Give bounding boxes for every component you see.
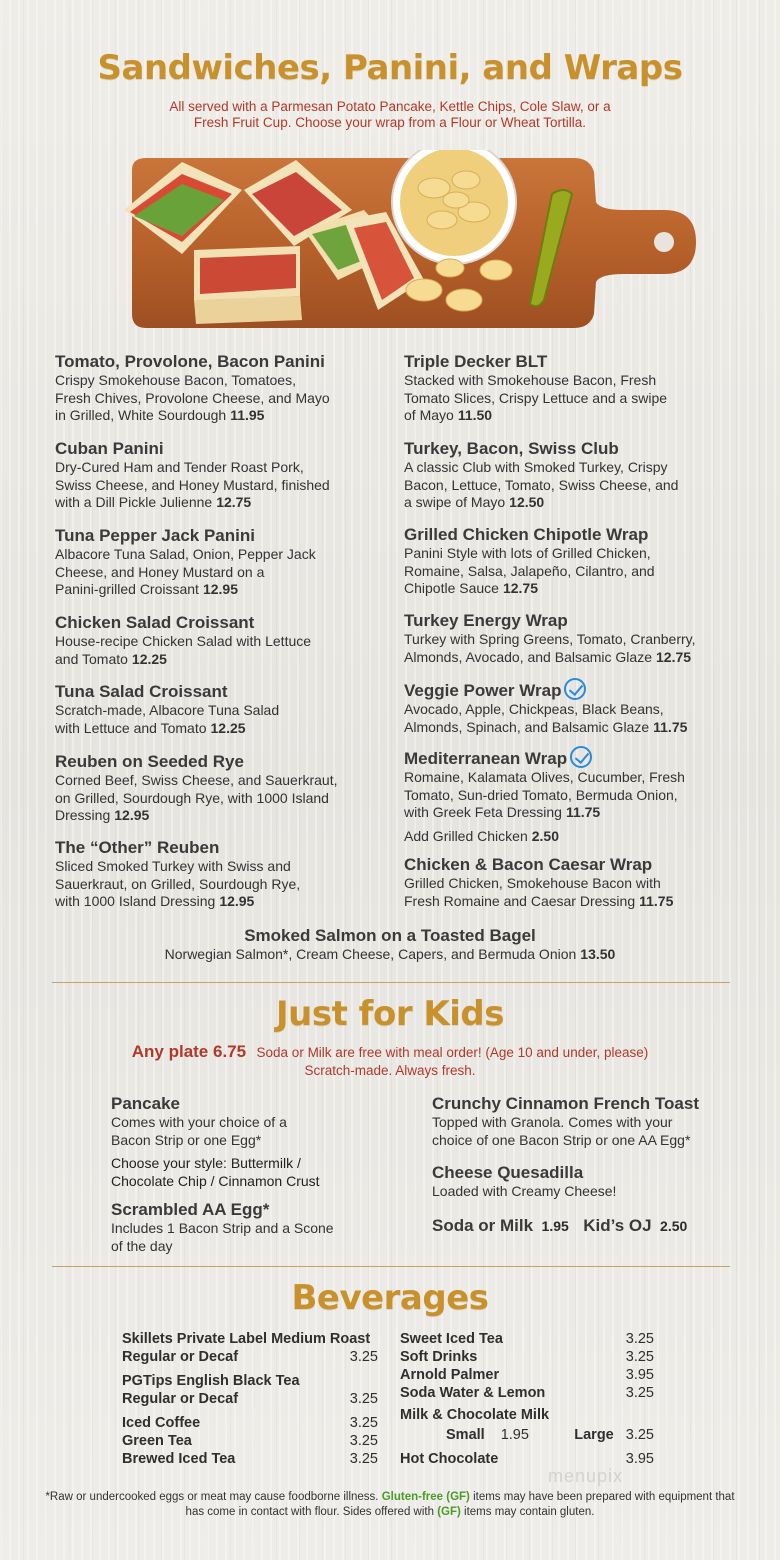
item-price: 11.95 xyxy=(230,407,265,423)
item-name: Mediterranean Wrap xyxy=(404,749,568,768)
beverage-row: Regular or Decaf 3.25 xyxy=(122,1391,378,1407)
section-divider xyxy=(52,1266,730,1267)
item-name: Cheese Quesadilla xyxy=(432,1163,584,1182)
item-desc: Grilled Chicken, Smokehouse Bacon with Fresh Romaine and Caesar Dressing 11.75 xyxy=(404,875,674,909)
item-name: Smoked Salmon on a Toasted Bagel xyxy=(244,926,536,945)
item-desc: Romaine, Kalamata Olives, Cucumber, Fresh Tomato, Sun-dried Tomato, Bermuda Onion, with Greek Feta Dressing 11.75 xyxy=(404,769,685,820)
footnote: *Raw or undercooked eggs or meat may cause foodborne illness. Gluten-free (GF) items may have been prepared with equipment that has come in contact with flour. Sides offered with (GF) items may contain gluten. xyxy=(45,1491,735,1518)
pancake-style: Choose your style: Buttermilk / Chocolate Chip / Cinnamon Crust xyxy=(111,1155,320,1189)
beverage-row: Sweet Iced Tea 3.25 xyxy=(400,1331,654,1347)
item-desc: Stacked with Smokehouse Bacon, Fresh Tomato Slices, Crispy Lettuce and a swipe of Mayo 11.50 xyxy=(404,372,668,423)
menu-item-other-reuben xyxy=(55,838,385,911)
item-name: Crunchy Cinnamon French Toast xyxy=(432,1094,699,1113)
item-desc: Sliced Smoked Turkey with Swiss and Sauerkraut, on Grilled, Sourdough Rye, with 1000 Island Dressing 12.95 xyxy=(55,858,301,909)
item-desc: Norwegian Salmon*, Cream Cheese, Capers, and Bermuda Onion xyxy=(164,946,577,962)
menu-item-turkey-energy-wrap xyxy=(404,611,754,666)
checkmark-circle-icon xyxy=(564,678,586,700)
menu-item-turkey-bacon-swiss-club xyxy=(404,439,744,512)
beverage-row: PGTips English Black Tea xyxy=(122,1373,300,1389)
kids-any-plate-line xyxy=(0,1042,780,1080)
kids-item-quesadilla xyxy=(432,1163,752,1201)
item-name: Pancake xyxy=(111,1094,180,1113)
beverage-row: Arnold Palmer 3.95 xyxy=(400,1367,654,1383)
item-price: 12.25 xyxy=(131,650,167,667)
item-desc: Scratch-made, Albacore Tuna Salad with Lettuce and Tomato 12.25 xyxy=(55,702,280,736)
kids-any-plate: Any plate 6.75 xyxy=(131,1042,247,1061)
item-desc: Comes with your choice of a Bacon Strip or one Egg* xyxy=(111,1114,287,1148)
item-desc: Corned Beef, Swiss Cheese, and Sauerkraut, on Grilled, Sourdough Rye, with 1000 Island Dressing 12.95 xyxy=(55,772,338,823)
item-name: Turkey, Bacon, Swiss Club xyxy=(404,439,619,458)
kids-drinks xyxy=(432,1216,752,1236)
menu-item-triple-decker-blt xyxy=(404,352,744,425)
item-name: Veggie Power Wrap xyxy=(404,681,562,700)
checkmark-circle-icon xyxy=(570,746,592,768)
beverage-row: Regular or Decaf 3.25 xyxy=(122,1349,378,1365)
item-desc: Dry-Cured Ham and Tender Roast Pork, Swiss Cheese, and Honey Mustard, finished with a Dill Pickle Julienne 12.75 xyxy=(55,459,330,510)
beverages-title: Beverages xyxy=(291,1278,489,1318)
item-desc: House-recipe Chicken Salad with Lettuce and Tomato 12.25 xyxy=(55,633,312,667)
kids-note2: Scratch-made. Always fresh. xyxy=(304,1063,476,1078)
item-price: 12.25 xyxy=(210,719,246,736)
item-desc: Avocado, Apple, Chickpeas, Black Beans, Almonds, Spinach, and Balsamic Glaze 11.75 xyxy=(404,701,688,735)
kids-item-scrambled-egg xyxy=(111,1200,411,1255)
item-price: 11.75 xyxy=(639,892,674,909)
menu-item-tuna-pepper-jack-panini xyxy=(55,526,385,599)
item-price: 2.50 xyxy=(531,827,559,844)
watermark: menupix xyxy=(548,1466,624,1486)
beverage-row: Brewed Iced Tea 3.25 xyxy=(122,1451,378,1467)
beverages-right-column xyxy=(400,1330,654,1468)
item-name: Turkey Energy Wrap xyxy=(404,611,568,630)
item-price: 13.50 xyxy=(580,946,616,962)
menu-item-tuna-salad-croissant xyxy=(55,682,385,737)
beverages-left-column xyxy=(122,1330,378,1468)
item-name: Reuben on Seeded Rye xyxy=(55,752,244,771)
item-price: 12.50 xyxy=(509,494,545,510)
menu-item-grilled-chicken-chipotle-wrap xyxy=(404,525,744,598)
item-desc: Panini Style with lots of Grilled Chicken, Romaine, Salsa, Jalapeño, Cilantro, and Chipotle Sauce 12.75 xyxy=(404,545,655,596)
beverage-row: Soda Water & Lemon 3.25 xyxy=(400,1385,654,1401)
item-desc: A classic Club with Smoked Turkey, Crispy Bacon, Lettuce, Tomato, Swiss Cheese, and a swipe of Mayo 12.50 xyxy=(404,459,679,510)
item-desc: Albacore Tuna Salad, Onion, Pepper Jack Cheese, and Honey Mustard on a Panini-grilled Croissant 12.95 xyxy=(55,546,316,597)
item-name: Cuban Panini xyxy=(55,439,164,458)
item-name: Grilled Chicken Chipotle Wrap xyxy=(404,525,649,544)
beverage-row: Iced Coffee 3.25 xyxy=(122,1415,378,1431)
item-price: 12.75 xyxy=(656,648,692,665)
kids-soda-price: 1.95 xyxy=(541,1218,569,1234)
section-divider xyxy=(52,982,730,983)
beverage-row-milk-sizes: Small 1.95 Large 3.25 xyxy=(446,1427,654,1443)
item-name: Scrambled AA Egg* xyxy=(111,1200,270,1219)
beverage-row: Milk & Chocolate Milk xyxy=(400,1407,550,1423)
kids-item-french-toast xyxy=(432,1094,752,1149)
item-name: Chicken & Bacon Caesar Wrap xyxy=(404,855,653,874)
menu-item-chicken-salad-croissant xyxy=(55,613,385,668)
menu-item-tomato-provolone-bacon-panini xyxy=(55,352,385,425)
item-name: Triple Decker BLT xyxy=(404,352,548,371)
item-name: The “Other” Reuben xyxy=(55,838,220,857)
kids-oj-label: Kid’s OJ xyxy=(583,1216,652,1235)
menu-item-smoked-salmon-bagel xyxy=(0,926,780,964)
menu-item-mediterranean-wrap xyxy=(404,746,744,845)
sandwiches-title: Sandwiches, Panini, and Wraps xyxy=(97,48,683,88)
item-price: 12.95 xyxy=(202,581,238,597)
menu-item-veggie-power-wrap xyxy=(404,678,744,736)
item-name: Tomato, Provolone, Bacon Panini xyxy=(55,352,325,371)
sandwiches-subtitle: All served with a Parmesan Potato Pancake, Kettle Chips, Cole Slaw, or a Fresh Fruit Cup. Choose your wrap from a Flour or Wheat Tortilla. xyxy=(169,99,611,130)
item-name: Tuna Salad Croissant xyxy=(55,682,228,701)
kids-item-pancake xyxy=(111,1094,411,1190)
beverage-row: Hot Chocolate 3.95 xyxy=(400,1451,654,1467)
kids-note: Soda or Milk are free with meal order! (Age 10 and under, please) xyxy=(256,1045,649,1060)
add-grilled-chicken: Add Grilled Chicken 2.50 xyxy=(404,827,559,844)
kids-title: Just for Kids xyxy=(275,994,504,1034)
item-name: Chicken Salad Croissant xyxy=(55,613,255,632)
menu-item-reuben-on-seeded-rye xyxy=(55,752,385,825)
item-price: 12.95 xyxy=(219,893,255,909)
kids-soda-label: Soda or Milk xyxy=(432,1216,534,1235)
item-desc: Crispy Smokehouse Bacon, Tomatoes, Fresh Chives, Provolone Cheese, and Mayo in Grilled, White Sourdough 11.95 xyxy=(55,372,330,423)
menu-item-chicken-bacon-caesar-wrap xyxy=(404,855,744,910)
item-price: 11.75 xyxy=(653,718,688,735)
menu-item-cuban-panini xyxy=(55,439,385,512)
item-price: 11.50 xyxy=(457,407,493,423)
item-price: 12.75 xyxy=(216,494,252,510)
item-desc: Loaded with Creamy Cheese! xyxy=(432,1183,617,1199)
item-price: 11.75 xyxy=(565,804,601,820)
item-desc: Topped with Granola. Comes with your choice of one Bacon Strip or one AA Egg* xyxy=(432,1114,691,1148)
item-price: 12.95 xyxy=(114,807,150,823)
item-price: 12.75 xyxy=(502,580,538,596)
beverage-row: Skillets Private Label Medium Roast xyxy=(122,1331,371,1347)
board-illustration xyxy=(124,150,700,336)
beverage-row: Soft Drinks 3.25 xyxy=(400,1349,654,1365)
item-desc: Includes 1 Bacon Strip and a Scone of the day xyxy=(111,1220,334,1254)
beverage-row: Green Tea 3.25 xyxy=(122,1433,378,1449)
sandwich-board-image xyxy=(124,150,700,336)
kids-oj-price: 2.50 xyxy=(660,1218,688,1234)
item-name: Tuna Pepper Jack Panini xyxy=(55,526,255,545)
item-desc: Turkey with Spring Greens, Tomato, Cranberry, Almonds, Avocado, and Balsamic Glaze 12.75 xyxy=(404,631,696,665)
